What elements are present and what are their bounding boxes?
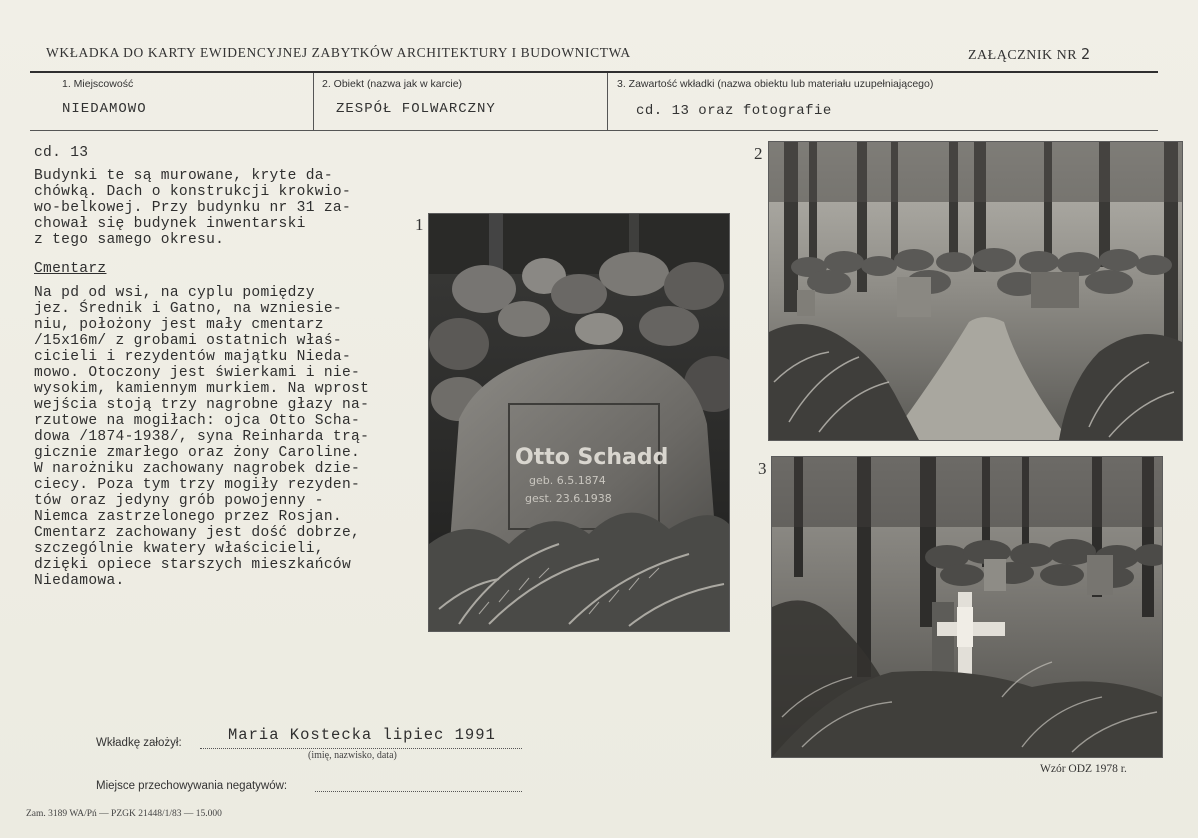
text-line: dzięki opiece starszych mieszkańców bbox=[34, 557, 352, 573]
header-top-rule bbox=[30, 71, 1158, 73]
text-line: niu, położony jest mały cmentarz bbox=[34, 317, 324, 333]
field-separator bbox=[313, 73, 314, 130]
text-line: Niedamowa. bbox=[34, 573, 125, 589]
section-heading-cemetery: Cmentarz bbox=[34, 261, 107, 277]
cemetery-path-photo-image bbox=[769, 142, 1182, 440]
text-line: /15x16m/ z grobami ostatnich właś- bbox=[34, 333, 342, 349]
text-line: gicznie zmarłego oraz żony Caroline. bbox=[34, 445, 361, 461]
text-line: rzutowe na mogiłach: ojca Otto Scha- bbox=[34, 413, 361, 429]
creator-label: Wkładkę założył: bbox=[96, 737, 182, 749]
text-line: tów oraz jedyny grób powojenny - bbox=[34, 493, 324, 509]
text-line: wysokim, kamiennym murkiem. Na wprost bbox=[34, 381, 370, 397]
text-line: szczególnie kwatery właścicieli, bbox=[34, 541, 324, 557]
text-line: chówką. Dach o konstrukcji krokwio- bbox=[34, 184, 352, 200]
field-label-content: 3. Zawartość wkładki (nazwa obiektu lub materiału uzupełniającego) bbox=[617, 78, 934, 90]
text-line: chował się budynek inwentarski bbox=[34, 216, 306, 232]
photo-number: 1 bbox=[415, 215, 424, 234]
header-bottom-rule bbox=[30, 130, 1158, 131]
continuation-label: cd. 13 bbox=[34, 145, 89, 161]
text-line: wo-belkowej. Przy budynku nr 31 za- bbox=[34, 200, 352, 216]
annex-number: 2 bbox=[1081, 45, 1091, 63]
field-separator bbox=[607, 73, 608, 130]
annex-label bbox=[968, 45, 1091, 64]
field-value-object: ZESPÓŁ FOLWARCZNY bbox=[336, 101, 496, 117]
negatives-dotted-line bbox=[315, 791, 522, 792]
text-line: W narożniku zachowany nagrobek dzie- bbox=[34, 461, 361, 477]
document-title: WKŁADKA DO KARTY EWIDENCYJNEJ ZABYTKÓW ARCHITEKTURY I BUDOWNICTWA bbox=[46, 45, 631, 60]
field-label-object: 2. Obiekt (nazwa jak w karcie) bbox=[322, 78, 463, 90]
text-line: dowa /1874-1938/, syna Reinharda trą- bbox=[34, 429, 370, 445]
photo-gravestone bbox=[428, 213, 730, 632]
field-value-content: cd. 13 oraz fotografie bbox=[636, 103, 832, 119]
form-model: Wzór ODZ 1978 r. bbox=[1040, 763, 1127, 775]
creator-hint: (imię, nazwisko, data) bbox=[308, 750, 397, 761]
photo-number: 3 bbox=[758, 459, 767, 478]
photo-cemetery-cross bbox=[771, 456, 1163, 758]
text-line: Budynki te są murowane, kryte da- bbox=[34, 168, 333, 184]
gravestone-name: Otto Schadd bbox=[515, 445, 669, 470]
text-line: z tego samego okresu. bbox=[34, 232, 225, 248]
photo-number: 2 bbox=[754, 144, 763, 163]
text-line: Cmentarz zachowany jest dość dobrze, bbox=[34, 525, 361, 541]
text-line: Niemca zastrzelonego przez Rosjan. bbox=[34, 509, 342, 525]
text-line: mowo. Otoczony jest świerkami i nie- bbox=[34, 365, 361, 381]
gravestone-death: gest. 23.6.1938 bbox=[525, 492, 612, 505]
creator-dotted-line bbox=[200, 748, 522, 749]
annex-label-text: ZAŁĄCZNIK NR bbox=[968, 48, 1078, 63]
negatives-label: Miejsce przechowywania negatywów: bbox=[96, 780, 288, 792]
photo-cemetery-path bbox=[768, 141, 1183, 441]
gravestone-photo-image bbox=[429, 214, 729, 631]
text-line: wejścia stoją trzy nagrobne głazy na- bbox=[34, 397, 370, 413]
field-value-locality: NIEDAMOWO bbox=[62, 101, 147, 117]
text-line: cicieli i rezydentów majątku Nieda- bbox=[34, 349, 352, 365]
text-line: jez. Średnik i Gatno, na wzniesie- bbox=[34, 301, 342, 317]
text-line: Na pd od wsi, na cyplu pomiędzy bbox=[34, 285, 315, 301]
gravestone-birth: geb. 6.5.1874 bbox=[529, 474, 606, 487]
print-code: Zam. 3189 WA/Pń — PZGK 21448/1/83 — 15.000 bbox=[26, 809, 222, 819]
text-line: ciecy. Poza tym trzy mogiły rezyden- bbox=[34, 477, 361, 493]
field-label-locality: 1. Miejscowość bbox=[62, 78, 134, 90]
creator-value: Maria Kostecka lipiec 1991 bbox=[228, 726, 496, 744]
cemetery-cross-photo-image bbox=[772, 457, 1162, 757]
